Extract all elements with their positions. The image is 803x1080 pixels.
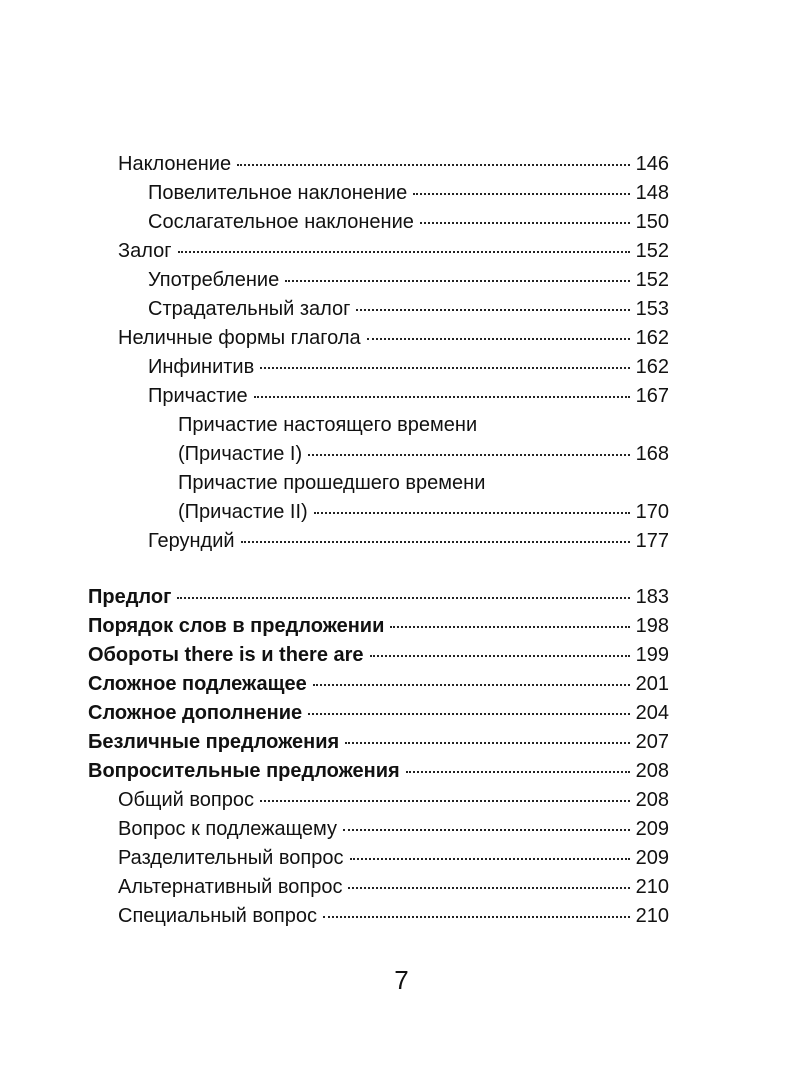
toc-page-number: 209 — [635, 818, 669, 840]
toc-entry-label: Обороты there is и there are — [88, 644, 364, 666]
dot-leader — [367, 338, 630, 340]
toc-entry-label: (Причастие II) — [178, 501, 308, 523]
toc-entry-label: Сослагательное наклонение — [148, 211, 414, 233]
toc-entry-label: Причастие — [148, 385, 248, 407]
toc-entry-label: Инфинитив — [148, 356, 255, 378]
toc-entry-label: Безличные предложения — [88, 731, 340, 753]
dot-leader — [237, 164, 630, 166]
toc-page-number: 208 — [635, 789, 669, 811]
toc-page-number: 204 — [635, 702, 669, 724]
toc-page-number: 152 — [635, 269, 669, 291]
dot-leader — [308, 454, 630, 456]
toc-entry-label: Специальный вопрос — [118, 905, 317, 927]
toc-page-number: 162 — [635, 327, 669, 349]
toc-entry-label: Сложное подлежащее — [88, 673, 307, 695]
toc-entry-label: Разделительный вопрос — [118, 847, 344, 869]
toc-page-number: 208 — [635, 760, 669, 782]
toc-page-number: 199 — [635, 644, 669, 666]
toc-entry-label: Порядок слов в предложении — [88, 615, 385, 637]
toc-entry-impersonal-sentences — [88, 728, 669, 756]
dot-leader — [406, 771, 630, 773]
toc-page-number: 177 — [635, 530, 669, 552]
dot-leader — [390, 626, 629, 628]
dot-leader — [178, 251, 630, 253]
dot-leader — [348, 887, 629, 889]
toc-entry-subjunctive-mood — [148, 208, 669, 236]
toc-entry-there-is-there-are — [88, 641, 669, 669]
toc-entry-present-participle — [178, 440, 669, 468]
toc-entry-label: (Причастие I) — [178, 443, 303, 465]
dot-leader — [177, 597, 629, 599]
toc-entry-passive-voice — [148, 295, 669, 323]
dot-leader — [314, 512, 630, 514]
dot-leader — [285, 280, 629, 282]
toc-page-number: 170 — [635, 501, 669, 523]
toc-page-number: 210 — [635, 905, 669, 927]
toc-entry-label: Герундий — [148, 530, 235, 552]
toc-entry-label: Сложное дополнение — [88, 702, 303, 724]
toc-page-number: 148 — [635, 182, 669, 204]
toc-entry-label: Наклонение — [118, 153, 232, 175]
toc-entry-imperative-mood — [148, 179, 669, 207]
dot-leader — [413, 193, 629, 195]
toc-entry-label: Предлог — [88, 586, 172, 608]
toc-page-number: 209 — [635, 847, 669, 869]
toc-page-number: 167 — [635, 385, 669, 407]
toc-page-number: 150 — [635, 211, 669, 233]
toc-entry-preposition — [88, 583, 669, 611]
toc-entry-tag-question — [118, 844, 669, 872]
toc-page-number: 146 — [635, 153, 669, 175]
dot-leader — [254, 396, 630, 398]
toc-entry-complex-object — [88, 699, 669, 727]
toc-entry-non-finite-forms — [118, 324, 669, 352]
toc-page-number: 162 — [635, 356, 669, 378]
toc-entry-past-participle — [178, 498, 669, 526]
dot-leader — [350, 858, 630, 860]
toc-entry-special-question — [118, 902, 669, 930]
toc-entry-infinitive — [148, 353, 669, 381]
toc-page-number: 207 — [635, 731, 669, 753]
toc-entry-present-participle-line1: Причастие настоящего времени — [178, 414, 478, 436]
toc-entry-participle — [148, 382, 669, 410]
toc-entry-general-question — [118, 786, 669, 814]
toc-entry-naklonenie — [118, 150, 669, 178]
toc-entry-label: Повелительное наклонение — [148, 182, 408, 204]
toc-entry-label: Альтернативный вопрос — [118, 876, 343, 898]
toc-entry-word-order — [88, 612, 669, 640]
toc-entry-complex-subject — [88, 670, 669, 698]
toc-entry-label: Общий вопрос — [118, 789, 254, 811]
dot-leader — [241, 541, 630, 543]
toc-entry-label: Вопросительные предложения — [88, 760, 400, 782]
toc-entry-subject-question — [118, 815, 669, 843]
dot-leader — [370, 655, 630, 657]
toc-page-number: 168 — [635, 443, 669, 465]
toc-entry-label: Неличные формы глагола — [118, 327, 361, 349]
toc-entry-voice — [118, 237, 669, 265]
toc-entry-interrogative-sentences — [88, 757, 669, 785]
toc-page-number: 201 — [635, 673, 669, 695]
toc-entry-past-participle-line1: Причастие прошедшего времени — [178, 472, 486, 494]
toc-entry-label: Вопрос к подлежащему — [118, 818, 337, 840]
toc-page-number: 153 — [635, 298, 669, 320]
dot-leader — [313, 684, 630, 686]
page-number: 7 — [394, 965, 409, 995]
toc-entry-gerund — [148, 527, 669, 555]
dot-leader — [420, 222, 630, 224]
dot-leader — [260, 800, 630, 802]
toc-page-number: 198 — [635, 615, 669, 637]
toc-entry-label: Употребление — [148, 269, 280, 291]
toc-page-number: 210 — [635, 876, 669, 898]
dot-leader — [345, 742, 629, 744]
toc-page-number: 152 — [635, 240, 669, 262]
toc-entry-label: Залог — [118, 240, 172, 262]
dot-leader — [323, 916, 630, 918]
toc-entry-alternative-question — [118, 873, 669, 901]
toc-entry-usage — [148, 266, 669, 294]
toc-entry-label: Страдательный залог — [148, 298, 351, 320]
toc-page-number: 183 — [635, 586, 669, 608]
dot-leader — [343, 829, 630, 831]
dot-leader — [260, 367, 629, 369]
dot-leader — [356, 309, 629, 311]
dot-leader — [308, 713, 630, 715]
